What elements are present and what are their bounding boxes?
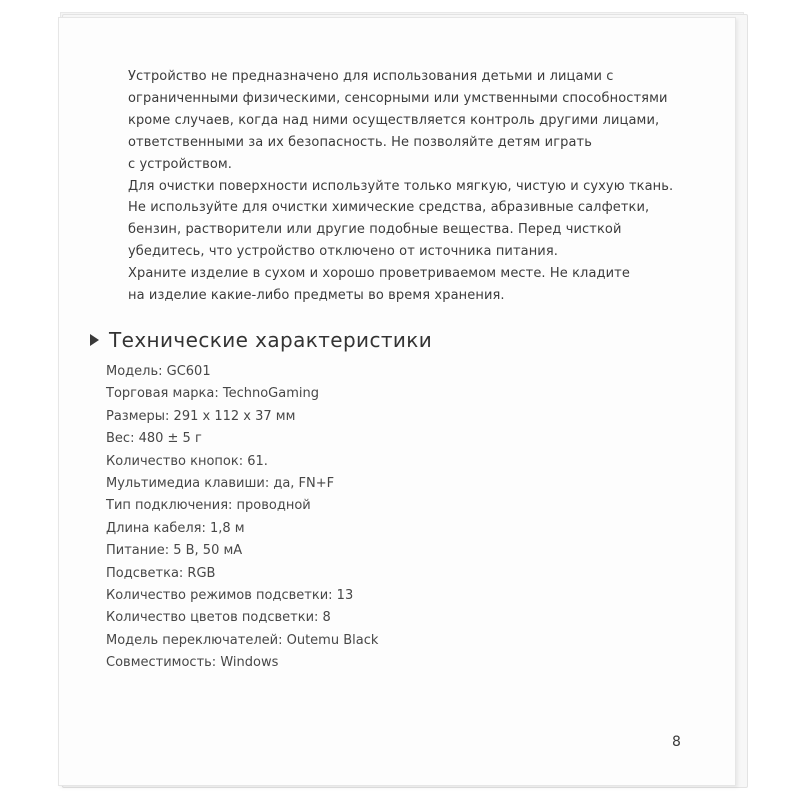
text-line: Не используйте для очистки химические средства, абразивные салфетки,	[128, 200, 650, 216]
text-line: бензин, растворители или другие подобные вещества. Перед чисткой	[128, 222, 622, 238]
page-number: 8	[672, 734, 681, 750]
spec-item: Модель переключателей: Outemu Black	[106, 632, 379, 648]
text-line: Храните изделие в сухом и хорошо проветриваемом месте. Не кладите	[128, 266, 630, 282]
spec-item: Размеры: 291 x 112 x 37 мм	[106, 408, 296, 424]
text-line: Устройство не предназначено для использования детьми и лицами с	[128, 69, 614, 84]
section-title: Технические характеристики	[109, 328, 433, 352]
spec-item: Количество цветов подсветки: 8	[106, 610, 331, 626]
text-line: ограниченными физическими, сенсорными или умственными способностями	[128, 90, 668, 106]
spec-item: Подсветка: RGB	[106, 565, 216, 581]
section-heading	[90, 326, 432, 354]
text-line: с устройством.	[128, 156, 233, 172]
spec-item: Питание: 5 В, 50 мА	[106, 543, 243, 559]
spec-item: Вес: 480 ± 5 г	[106, 431, 202, 447]
text-line: кроме случаев, когда над ними осуществляется контроль другими лицами,	[128, 112, 660, 128]
spec-item: Торговая марка: TechnoGaming	[106, 386, 319, 402]
spec-item: Количество режимов подсветки: 13	[106, 588, 354, 604]
spec-item: Мультимедиа клавиши: да, FN+F	[106, 476, 335, 492]
spec-item: Количество кнопок: 61.	[106, 453, 268, 469]
safety-paragraphs	[128, 66, 708, 307]
text-line: ответственными за их безопасность. Не позволяйте детям играть	[128, 134, 592, 150]
spec-item: Тип подключения: проводной	[106, 498, 311, 514]
text-line: на изделие какие-либо предметы во время хранения.	[128, 288, 505, 304]
spec-list	[106, 361, 378, 675]
text-line: убедитесь, что устройство отключено от источника питания.	[128, 244, 559, 260]
bullet-triangle-icon	[90, 334, 99, 346]
spec-item: Совместимость: Windows	[106, 655, 279, 671]
spec-item: Длина кабеля: 1,8 м	[106, 520, 245, 536]
text-line: Для очистки поверхности используйте только мягкую, чистую и сухую ткань.	[128, 178, 674, 194]
spec-item: Модель: GC601	[106, 364, 211, 379]
